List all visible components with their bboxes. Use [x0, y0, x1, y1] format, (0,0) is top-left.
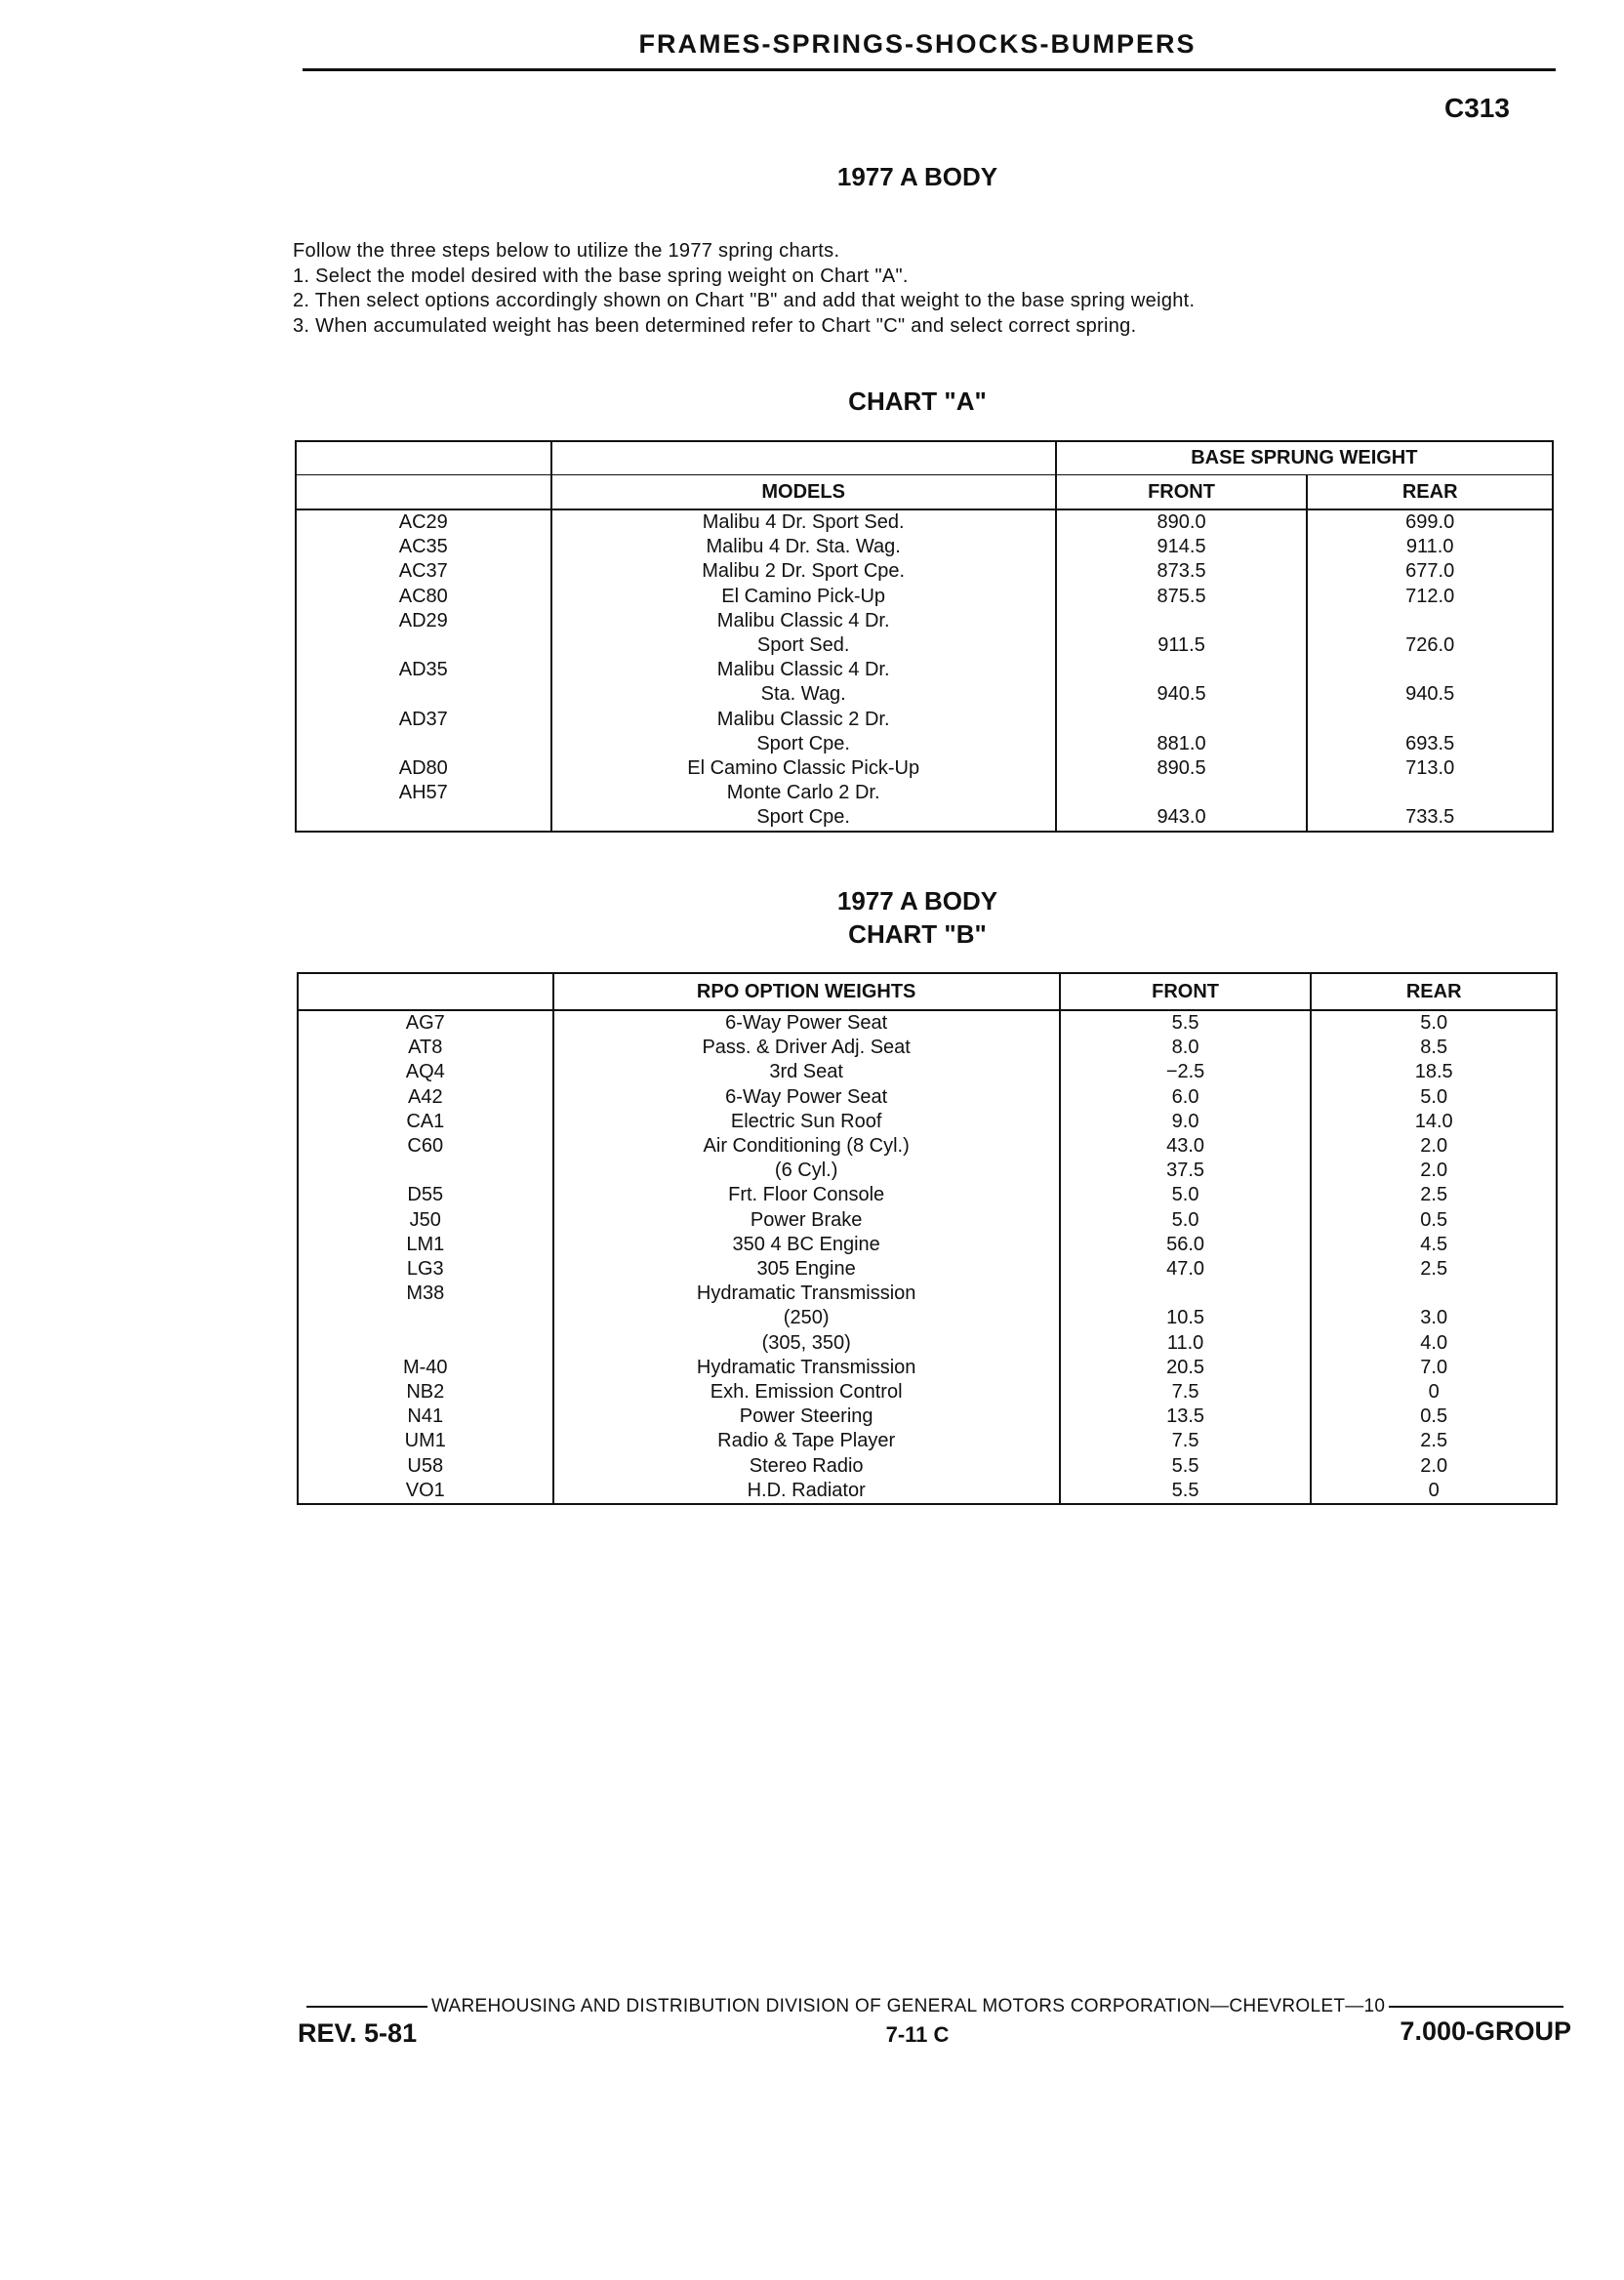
table-row — [296, 658, 1553, 682]
footer-rule-right — [1389, 2006, 1563, 2008]
rear-weight-cell: 693.5 — [1307, 732, 1553, 756]
front-weight-cell: 10.5 — [1060, 1306, 1312, 1330]
rear-weight-cell: 2.0 — [1311, 1454, 1557, 1479]
revision-label: REV. 5-81 — [298, 2018, 418, 2048]
rear-weight-cell — [1307, 708, 1553, 732]
rpo-code-cell: C60 — [298, 1134, 553, 1159]
option-name-cell: (6 Cyl.) — [553, 1159, 1060, 1183]
chart-b-options-header: RPO OPTION WEIGHTS — [553, 973, 1060, 1010]
front-weight-cell: 5.5 — [1060, 1479, 1312, 1504]
front-weight-cell: 20.5 — [1060, 1356, 1312, 1380]
chart-b-section-title: 1977 A BODY — [836, 886, 998, 916]
front-weight-cell: 914.5 — [1056, 535, 1308, 559]
option-name-cell: Power Steering — [553, 1405, 1060, 1429]
model-code-cell: AD35 — [296, 658, 551, 682]
front-weight-cell: 940.5 — [1056, 682, 1308, 707]
table-row — [298, 1085, 1557, 1110]
rear-weight-cell: 0 — [1311, 1479, 1557, 1504]
rear-weight-cell: 8.5 — [1311, 1036, 1557, 1060]
front-weight-cell: 8.0 — [1060, 1036, 1312, 1060]
rear-weight-cell: 677.0 — [1307, 559, 1553, 584]
rpo-code-cell — [298, 1306, 553, 1330]
option-name-cell: Stereo Radio — [553, 1454, 1060, 1479]
footer-division-text: WAREHOUSING AND DISTRIBUTION DIVISION OF GENERAL MOTORS CORPORATION—CHEVROLET—10 — [431, 1996, 1386, 2016]
chart-a-code-header-top — [296, 441, 551, 475]
rear-weight-cell: 4.0 — [1311, 1331, 1557, 1356]
table-row — [298, 1306, 1557, 1330]
option-name-cell: H.D. Radiator — [553, 1479, 1060, 1504]
group-label: 7.000-GROUP — [1400, 2016, 1571, 2046]
front-weight-cell: 5.5 — [1060, 1454, 1312, 1479]
rear-weight-cell: 699.0 — [1307, 509, 1553, 535]
rpo-code-cell: UM1 — [298, 1429, 553, 1453]
front-weight-cell: 943.0 — [1056, 805, 1308, 831]
model-code-cell: AD80 — [296, 756, 551, 781]
front-weight-cell: 873.5 — [1056, 559, 1308, 584]
option-name-cell: 3rd Seat — [553, 1060, 1060, 1084]
front-weight-cell: 890.5 — [1056, 756, 1308, 781]
option-name-cell: Frt. Floor Console — [553, 1183, 1060, 1207]
front-weight-cell: 6.0 — [1060, 1085, 1312, 1110]
model-name-cell: Sport Cpe. — [551, 732, 1056, 756]
front-weight-cell: 890.0 — [1056, 509, 1308, 535]
rpo-code-cell: M38 — [298, 1282, 553, 1306]
table-row — [296, 609, 1553, 633]
model-code-cell: AH57 — [296, 781, 551, 805]
table-row — [296, 509, 1553, 535]
front-weight-cell: 13.5 — [1060, 1405, 1312, 1429]
front-weight-cell: 911.5 — [1056, 633, 1308, 658]
table-row — [298, 1183, 1557, 1207]
table-row — [296, 732, 1553, 756]
rear-weight-cell: 940.5 — [1307, 682, 1553, 707]
front-weight-cell: 9.0 — [1060, 1110, 1312, 1134]
model-name-cell: Malibu Classic 4 Dr. — [551, 658, 1056, 682]
table-row — [296, 708, 1553, 732]
page-number: 7-11 C — [885, 2022, 950, 2047]
model-name-cell: El Camino Classic Pick-Up — [551, 756, 1056, 781]
chart-a-front-header: FRONT — [1056, 475, 1308, 510]
front-weight-cell — [1056, 609, 1308, 633]
model-name-cell: Malibu 4 Dr. Sta. Wag. — [551, 535, 1056, 559]
option-name-cell: Electric Sun Roof — [553, 1110, 1060, 1134]
chart-b-front-header: FRONT — [1060, 973, 1312, 1010]
rear-weight-cell: 733.5 — [1307, 805, 1553, 831]
table-row — [298, 1010, 1557, 1036]
model-code-cell: AD37 — [296, 708, 551, 732]
rpo-code-cell: CA1 — [298, 1110, 553, 1134]
instructions — [293, 239, 1195, 339]
rear-weight-cell: 18.5 — [1311, 1060, 1557, 1084]
front-weight-cell: 7.5 — [1060, 1380, 1312, 1405]
instruction-intro: Follow the three steps below to utilize the 1977 spring charts. — [293, 240, 840, 262]
rpo-code-cell: N41 — [298, 1405, 553, 1429]
front-weight-cell: 7.5 — [1060, 1429, 1312, 1453]
model-name-cell: Malibu 4 Dr. Sport Sed. — [551, 509, 1056, 535]
table-row — [298, 1134, 1557, 1159]
table-row — [298, 1282, 1557, 1306]
section-title: 1977 A BODY — [836, 162, 998, 191]
front-weight-cell — [1056, 658, 1308, 682]
table-row — [298, 1233, 1557, 1257]
rear-weight-cell: 0.5 — [1311, 1208, 1557, 1233]
table-row — [298, 1380, 1557, 1405]
option-name-cell: Air Conditioning (8 Cyl.) — [553, 1134, 1060, 1159]
rpo-code-cell: NB2 — [298, 1380, 553, 1405]
option-name-cell: Pass. & Driver Adj. Seat — [553, 1036, 1060, 1060]
running-header: FRAMES-SPRINGS-SHOCKS-BUMPERS — [638, 29, 1197, 59]
rear-weight-cell — [1311, 1282, 1557, 1306]
option-name-cell: Exh. Emission Control — [553, 1380, 1060, 1405]
chart-b-title: CHART "B" — [848, 919, 987, 949]
rpo-code-cell — [298, 1159, 553, 1183]
option-name-cell: Power Brake — [553, 1208, 1060, 1233]
footer-rule-left — [306, 2006, 427, 2008]
table-row — [298, 1110, 1557, 1134]
front-weight-cell: 881.0 — [1056, 732, 1308, 756]
rear-weight-cell — [1307, 781, 1553, 805]
chart-a-models-header-top — [551, 441, 1056, 475]
rear-weight-cell: 726.0 — [1307, 633, 1553, 658]
model-code-cell: AC35 — [296, 535, 551, 559]
front-weight-cell — [1056, 708, 1308, 732]
front-weight-cell: 5.0 — [1060, 1208, 1312, 1233]
rpo-code-cell — [298, 1331, 553, 1356]
chart-a-base-sprung-weight-header: BASE SPRUNG WEIGHT — [1056, 441, 1553, 475]
rpo-code-cell: VO1 — [298, 1479, 553, 1504]
model-name-cell: El Camino Pick-Up — [551, 585, 1056, 609]
chart-a-code-header — [296, 475, 551, 510]
front-weight-cell: 43.0 — [1060, 1134, 1312, 1159]
model-name-cell: Sport Sed. — [551, 633, 1056, 658]
model-name-cell: Sta. Wag. — [551, 682, 1056, 707]
table-row — [298, 1060, 1557, 1084]
table-row — [296, 781, 1553, 805]
option-name-cell: 6-Way Power Seat — [553, 1085, 1060, 1110]
rear-weight-cell — [1307, 609, 1553, 633]
option-name-cell: 350 4 BC Engine — [553, 1233, 1060, 1257]
table-row — [298, 1257, 1557, 1282]
table-row — [296, 756, 1553, 781]
model-code-cell — [296, 682, 551, 707]
rpo-code-cell: M-40 — [298, 1356, 553, 1380]
table-row — [296, 535, 1553, 559]
table-row — [298, 1159, 1557, 1183]
front-weight-cell: 5.5 — [1060, 1010, 1312, 1036]
rpo-code-cell: J50 — [298, 1208, 553, 1233]
model-code-cell — [296, 633, 551, 658]
instruction-step-1: 1. Select the model desired with the base spring weight on Chart "A". — [293, 265, 909, 287]
option-name-cell: Hydramatic Transmission — [553, 1282, 1060, 1306]
model-code-cell: AD29 — [296, 609, 551, 633]
rear-weight-cell: 0.5 — [1311, 1405, 1557, 1429]
model-code-cell — [296, 805, 551, 831]
chart-b-rear-header: REAR — [1311, 973, 1557, 1010]
rpo-code-cell: LG3 — [298, 1257, 553, 1282]
table-row — [296, 633, 1553, 658]
rear-weight-cell: 5.0 — [1311, 1085, 1557, 1110]
front-weight-cell — [1060, 1282, 1312, 1306]
rpo-code-cell: D55 — [298, 1183, 553, 1207]
rear-weight-cell: 5.0 — [1311, 1010, 1557, 1036]
rpo-code-cell: A42 — [298, 1085, 553, 1110]
model-name-cell: Monte Carlo 2 Dr. — [551, 781, 1056, 805]
instruction-step-3: 3. When accumulated weight has been determined refer to Chart "C" and select correct spring. — [293, 314, 1137, 337]
rear-weight-cell: 0 — [1311, 1380, 1557, 1405]
front-weight-cell — [1056, 781, 1308, 805]
footer-division-line — [303, 1996, 1567, 2017]
rear-weight-cell: 713.0 — [1307, 756, 1553, 781]
model-code-cell — [296, 732, 551, 756]
rear-weight-cell: 911.0 — [1307, 535, 1553, 559]
front-weight-cell: 56.0 — [1060, 1233, 1312, 1257]
model-name-cell: Malibu Classic 4 Dr. — [551, 609, 1056, 633]
rear-weight-cell: 2.5 — [1311, 1183, 1557, 1207]
chart-b-table — [297, 972, 1558, 1505]
option-name-cell: 305 Engine — [553, 1257, 1060, 1282]
page-code: C313 — [1444, 93, 1510, 123]
front-weight-cell: 5.0 — [1060, 1183, 1312, 1207]
chart-a-title: CHART "A" — [848, 387, 987, 416]
table-row — [298, 1405, 1557, 1429]
table-row — [298, 1454, 1557, 1479]
chart-a-rear-header: REAR — [1307, 475, 1553, 510]
table-row — [296, 585, 1553, 609]
chart-a-models-header: MODELS — [551, 475, 1056, 510]
chart-b-code-header — [298, 973, 553, 1010]
table-row — [296, 559, 1553, 584]
option-name-cell: Hydramatic Transmission — [553, 1356, 1060, 1380]
chart-a-table — [295, 440, 1554, 833]
rpo-code-cell: U58 — [298, 1454, 553, 1479]
table-row — [298, 1208, 1557, 1233]
front-weight-cell: 875.5 — [1056, 585, 1308, 609]
rear-weight-cell: 2.0 — [1311, 1159, 1557, 1183]
instruction-step-2: 2. Then select options accordingly shown on Chart "B" and add that weight to the base spring weight. — [293, 290, 1196, 311]
rear-weight-cell: 2.0 — [1311, 1134, 1557, 1159]
rear-weight-cell: 7.0 — [1311, 1356, 1557, 1380]
rpo-code-cell: AT8 — [298, 1036, 553, 1060]
front-weight-cell: 37.5 — [1060, 1159, 1312, 1183]
table-row — [296, 805, 1553, 831]
rear-weight-cell — [1307, 658, 1553, 682]
model-code-cell: AC29 — [296, 509, 551, 535]
front-weight-cell: 11.0 — [1060, 1331, 1312, 1356]
table-row — [298, 1331, 1557, 1356]
model-name-cell: Malibu Classic 2 Dr. — [551, 708, 1056, 732]
model-name-cell: Sport Cpe. — [551, 805, 1056, 831]
header-rule — [303, 68, 1556, 71]
option-name-cell: Radio & Tape Player — [553, 1429, 1060, 1453]
rear-weight-cell: 712.0 — [1307, 585, 1553, 609]
table-row — [298, 1429, 1557, 1453]
rear-weight-cell: 14.0 — [1311, 1110, 1557, 1134]
option-name-cell: 6-Way Power Seat — [553, 1010, 1060, 1036]
table-row — [296, 682, 1553, 707]
table-row — [298, 1479, 1557, 1504]
rear-weight-cell: 3.0 — [1311, 1306, 1557, 1330]
rear-weight-cell: 4.5 — [1311, 1233, 1557, 1257]
model-code-cell: AC37 — [296, 559, 551, 584]
front-weight-cell: 47.0 — [1060, 1257, 1312, 1282]
model-code-cell: AC80 — [296, 585, 551, 609]
option-name-cell: (250) — [553, 1306, 1060, 1330]
model-name-cell: Malibu 2 Dr. Sport Cpe. — [551, 559, 1056, 584]
option-name-cell: (305, 350) — [553, 1331, 1060, 1356]
table-row — [298, 1036, 1557, 1060]
rpo-code-cell: LM1 — [298, 1233, 553, 1257]
front-weight-cell: −2.5 — [1060, 1060, 1312, 1084]
table-row — [298, 1356, 1557, 1380]
rpo-code-cell: AG7 — [298, 1010, 553, 1036]
rpo-code-cell: AQ4 — [298, 1060, 553, 1084]
rear-weight-cell: 2.5 — [1311, 1257, 1557, 1282]
rear-weight-cell: 2.5 — [1311, 1429, 1557, 1453]
